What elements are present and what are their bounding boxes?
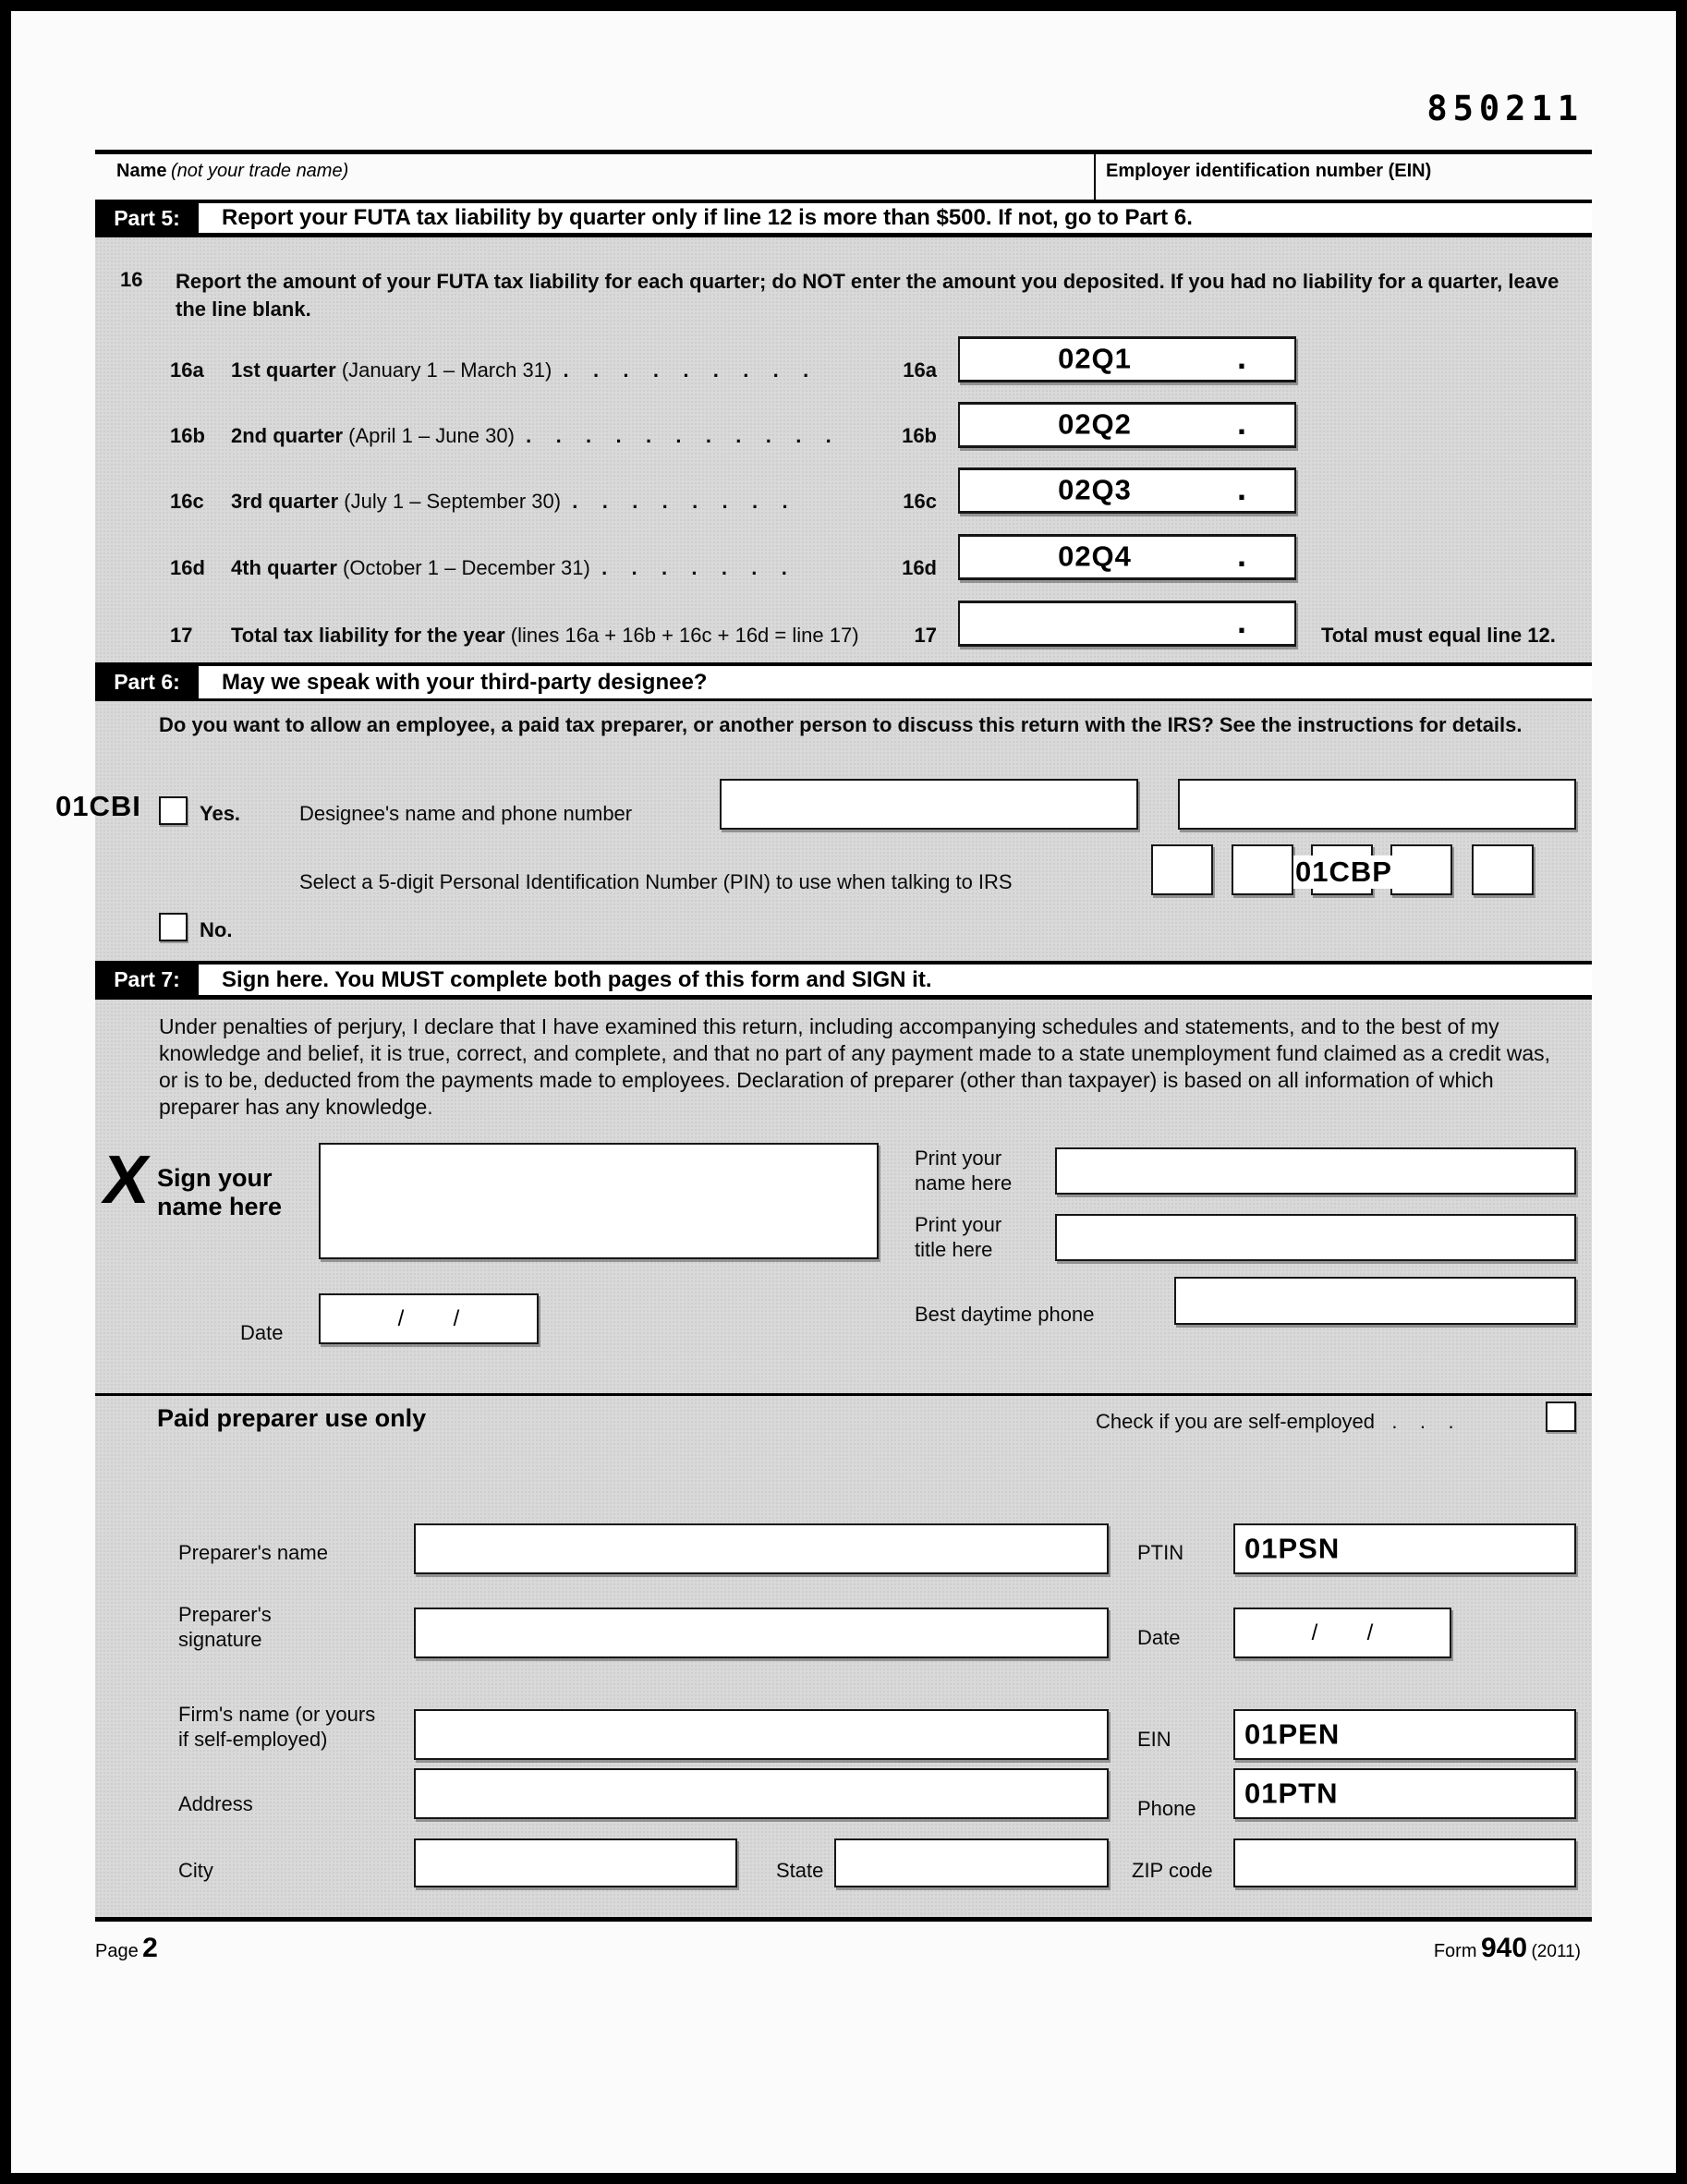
part6-intro: Do you want to allow an employee, a paid tax preparer, or another person to discuss this return with the IRS? See the instructions for details. bbox=[159, 713, 1523, 736]
part6-title: May we speak with your third-party designee? bbox=[222, 669, 708, 695]
header-top-rule bbox=[95, 150, 1592, 154]
name-field-label: Name (not your trade name) bbox=[116, 161, 349, 181]
print-name-input[interactable] bbox=[1055, 1147, 1576, 1195]
print-title-label: Print your title here bbox=[915, 1213, 1002, 1261]
yes-label: Yes. bbox=[200, 802, 241, 825]
amount-input-16b[interactable]: 02Q2 . bbox=[958, 402, 1296, 448]
line16-instructions: Report the amount of your FUTA tax liability for each quarter; do NOT enter the amount you deposited. If you had no liability for a quarter, leave the line blank. bbox=[176, 270, 1560, 321]
preparer-section-rule bbox=[95, 1393, 1592, 1396]
address-label: Address bbox=[178, 1792, 253, 1815]
self-employed-checkbox[interactable] bbox=[1546, 1401, 1576, 1432]
pin-digit-box-1[interactable] bbox=[1151, 844, 1213, 895]
preparer-section-title: Paid preparer use only bbox=[157, 1404, 427, 1432]
signature-input[interactable] bbox=[319, 1143, 879, 1259]
no-label: No. bbox=[200, 918, 233, 941]
part6-label: Part 6: bbox=[95, 666, 199, 698]
total-note: Total must equal line 12. bbox=[1321, 624, 1556, 647]
ocr-code-cbp: 01CBP bbox=[1295, 855, 1392, 888]
part5-title: Report your FUTA tax liability by quarter only if line 12 is more than $500. If not, go to Part 6. bbox=[222, 205, 1193, 230]
daytime-phone-label: Best daytime phone bbox=[915, 1303, 1095, 1326]
amount-input-16a[interactable]: 02Q1 . bbox=[958, 336, 1296, 382]
designee-phone-input[interactable] bbox=[1178, 779, 1576, 830]
part5-label: Part 5: bbox=[95, 203, 199, 233]
address-input[interactable] bbox=[414, 1768, 1109, 1819]
sign-here-label: Sign your name here bbox=[157, 1164, 283, 1220]
preparer-signature-input[interactable] bbox=[414, 1608, 1109, 1658]
daytime-phone-input[interactable] bbox=[1174, 1277, 1576, 1325]
print-title-input[interactable] bbox=[1055, 1214, 1576, 1261]
sign-date-label: Date bbox=[240, 1321, 284, 1344]
part7-header-bar bbox=[95, 961, 1592, 1000]
preparer-name-label: Preparer's name bbox=[178, 1541, 328, 1564]
pin-digit-box-2[interactable] bbox=[1232, 844, 1293, 895]
preparer-name-input[interactable] bbox=[414, 1523, 1109, 1574]
pin-digit-box-5[interactable] bbox=[1472, 844, 1534, 895]
firm-name-input[interactable] bbox=[414, 1709, 1109, 1760]
designee-label: Designee's name and phone number bbox=[299, 802, 633, 825]
city-input[interactable] bbox=[414, 1838, 737, 1887]
footer-rule bbox=[95, 1917, 1592, 1922]
amount-input-17[interactable]: . bbox=[958, 601, 1296, 647]
amount-input-16c[interactable]: 02Q3 . bbox=[958, 467, 1296, 514]
preparer-ein-input[interactable]: 01PEN bbox=[1233, 1709, 1576, 1760]
firm-name-label: Firm's name (or yours if self-employed) bbox=[178, 1703, 376, 1751]
pin-label: Select a 5-digit Personal Identification Number (PIN) to use when talking to IRS bbox=[299, 870, 1013, 893]
print-name-label: Print your name here bbox=[915, 1147, 1013, 1195]
preparer-phone-label: Phone bbox=[1137, 1797, 1196, 1820]
preparer-date-input[interactable]: / / bbox=[1233, 1608, 1451, 1658]
ptin-label: PTIN bbox=[1137, 1541, 1184, 1564]
amount-input-16d[interactable]: 02Q4 . bbox=[958, 534, 1296, 580]
part7-title: Sign here. You MUST complete both pages of this form and SIGN it. bbox=[222, 966, 932, 992]
preparer-signature-label: Preparer's signature bbox=[178, 1603, 272, 1651]
state-input[interactable] bbox=[834, 1838, 1109, 1887]
preparer-phone-input[interactable]: 01PTN bbox=[1233, 1768, 1576, 1819]
ein-field-label: Employer identification number (EIN) bbox=[1106, 161, 1432, 181]
scanned-form-page: 850211 Name (not your trade name) Employer identification number (EIN) Part 5: Report your FUTA tax liability by quarter only if line 12 is more than $500. If not, go to Part 6. 16 Report the amount of your FUTA tax liability for each quarter; do NOT enter the amount you deposited. If you had no liability for a quarter, leave the line blank. 16a 1st quarter (January 1 – March 31) . . . . . . . . . 16a 02Q1 . 16b 2nd quarter (April 1 – June 30) . . . . . . . . . . . 16b 02Q2 . 16c 3rd quarter (July 1 – September 30) . . . . . . . . 16c 02Q3 . 16d 4th quarter (October 1 – December 31) . . . . . . . 16d 02Q4 . 17 Total tax liability for the year (lines 16a + 16b + 16c + 16d = line 17) 17 . Total must equal line 12. Part 6: May we speak with your third-party designee? Do you want to allow an employee, a paid tax preparer, or another person to discuss this return with the IRS? See the instructions for details. 01CBI Yes. Designee's name and phone number Select a 5-digit Personal Identification Number (PIN) to use when talking to IRS 01CBP No. Part 7: Sign here. You MUST complete both pages of this form and SIGN it. Under penalties of perjury, I declare that I have examined this return, including accompanying schedules and statements, and to the best of my knowledge and belief, it is true, correct, and complete, and that no part of any payment made to a state unemployment fund claimed as a credit was, or is to be, deducted from the payments made to employees. Declaration of preparer (other than taxpayer) is based on all information of which preparer has any knowledge. X Sign your name here Print your name here Print your title here Date / / Best daytime phone Paid preparer use only Check if you are self-employed . . . Preparer's name PTIN 01PSN Preparer's signature Date / / Firm's name (or yours if self-employed) EIN 01PEN Address Phone 01PTN City State ZIP code Page 2 Form 940 (2011) bbox=[0, 0, 1687, 2184]
sign-x-mark: X bbox=[98, 1141, 155, 1218]
header-divider bbox=[1094, 150, 1096, 205]
perjury-statement: Under penalties of perjury, I declare that I have examined this return, including accompanying schedules and statements, and to the best of my knowledge and belief, it is true, correct, and complete, and that no part of any payment made to a state unemployment fund claimed as a credit was, or is to be, deducted from the payments made to employees. Declaration of preparer (other than taxpayer) is based on all information of which preparer has any knowledge. bbox=[159, 1014, 1551, 1119]
preparer-date-label: Date bbox=[1137, 1626, 1181, 1649]
state-label: State bbox=[776, 1859, 824, 1882]
document-code: 850211 bbox=[1426, 89, 1584, 128]
preparer-ein-label: EIN bbox=[1137, 1728, 1171, 1751]
pin-digit-box-4[interactable] bbox=[1390, 844, 1452, 895]
part5-header-bar bbox=[95, 200, 1592, 237]
page-number: Page 2 bbox=[95, 1933, 158, 1963]
form-id: Form 940 (2011) bbox=[1433, 1933, 1581, 1963]
zip-input[interactable] bbox=[1233, 1838, 1576, 1887]
zip-label: ZIP code bbox=[1132, 1859, 1213, 1882]
part7-label: Part 7: bbox=[95, 965, 199, 995]
city-label: City bbox=[178, 1859, 213, 1882]
self-employed-label: Check if you are self-employed . . . bbox=[1096, 1410, 1454, 1433]
designee-no-checkbox[interactable] bbox=[159, 913, 188, 941]
designee-name-input[interactable] bbox=[720, 779, 1138, 830]
line16-number: 16 bbox=[120, 268, 143, 291]
designee-yes-checkbox[interactable] bbox=[159, 796, 188, 825]
sign-date-input[interactable]: / / bbox=[319, 1293, 539, 1344]
ptin-input[interactable]: 01PSN bbox=[1233, 1523, 1576, 1574]
part6-header-bar bbox=[95, 662, 1592, 701]
ocr-code-cbi: 01CBI bbox=[55, 790, 141, 822]
